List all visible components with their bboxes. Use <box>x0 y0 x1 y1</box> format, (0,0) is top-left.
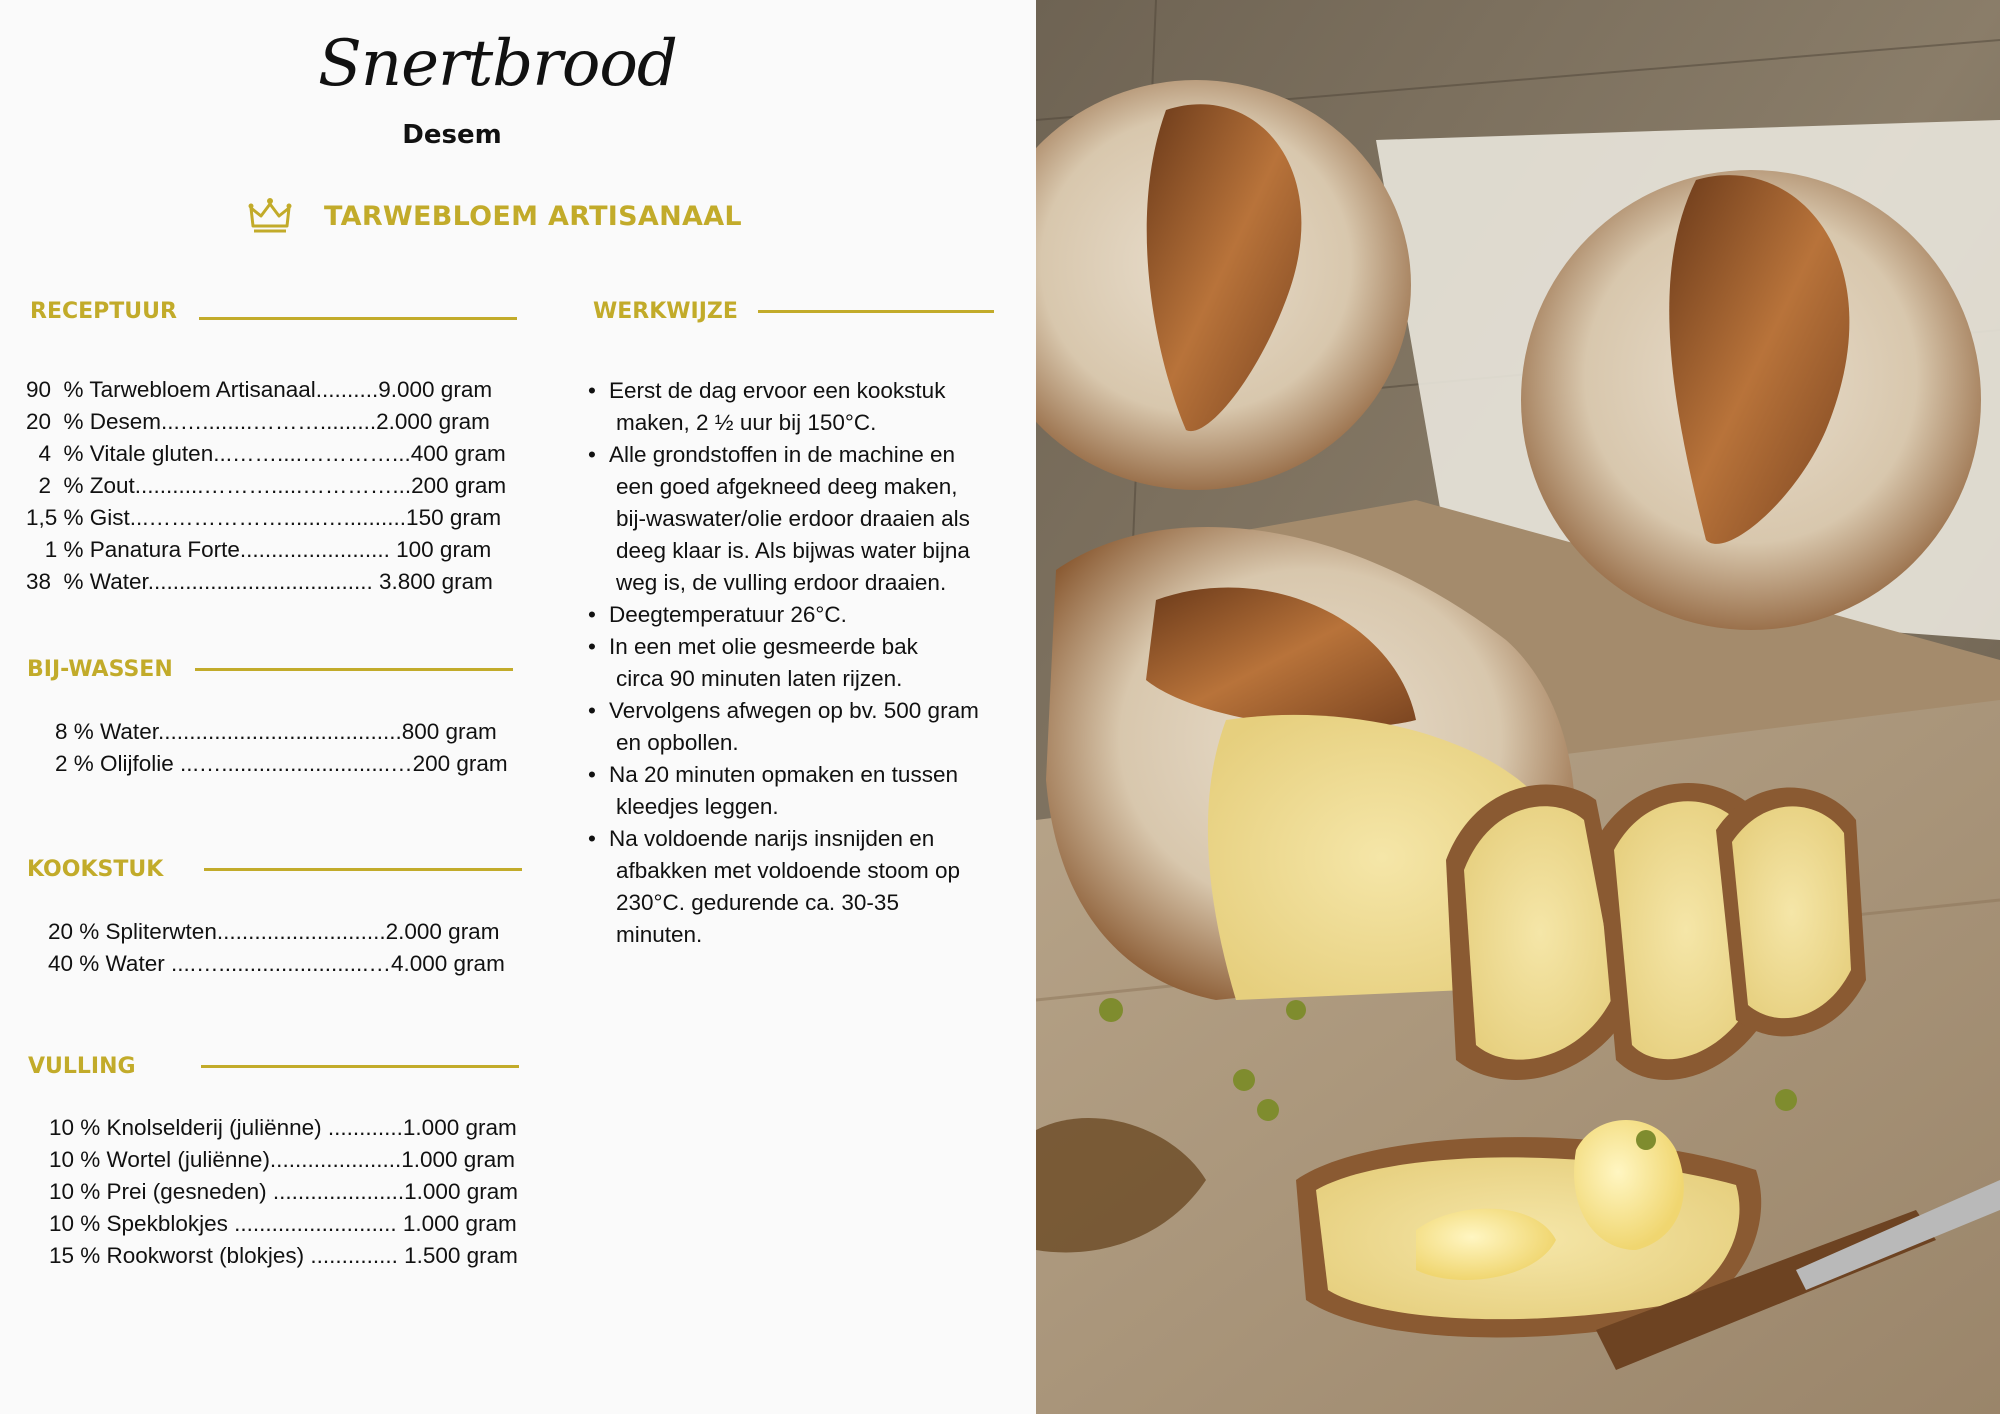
step-line: minuten. <box>616 922 703 947</box>
list-item: 90 % Tarwebloem Artisanaal..........9.000 gram <box>26 377 493 402</box>
step-line: Alle grondstoffen in de machine en <box>609 442 956 467</box>
step-line: weg is, de vulling erdoor draaien. <box>616 570 947 595</box>
step-line: In een met olie gesmeerde bak <box>609 634 918 659</box>
step-line: circa 90 minuten laten rijzen. <box>616 666 903 691</box>
step-item <box>588 695 1018 759</box>
heading-rule <box>195 668 513 671</box>
bullet: • <box>588 826 596 851</box>
heading-rule <box>201 1065 519 1068</box>
step-line: bij-waswater/olie erdoor draaien als <box>616 506 970 531</box>
recipe-title: Snertbrood <box>318 27 677 101</box>
list-item: 38 % Water.................................... 3.800 gram <box>26 569 493 594</box>
step-item <box>588 759 1018 823</box>
step-item <box>588 823 1018 951</box>
bread-photo <box>1036 0 2000 1414</box>
list-item: 4 % Vitale gluten...……....…………...400 gram <box>26 441 506 466</box>
receptuur-heading: RECEPTUUR <box>30 298 177 324</box>
step-item <box>588 599 1018 631</box>
list-item: 10 % Spekblokjes .......................... 1.000 gram <box>49 1211 517 1236</box>
bijwassen-list <box>55 716 508 780</box>
list-item: 40 % Water ....…........................…4.000 gram <box>48 951 505 976</box>
step-line: Deegtemperatuur 26°C. <box>609 602 847 627</box>
bullet: • <box>588 762 596 787</box>
step-line: een goed afgekneed deeg maken, <box>616 474 958 499</box>
section-heading-werkwijze <box>593 293 994 329</box>
list-item: 20 % Spliterwten...........................2.000 gram <box>48 919 500 944</box>
section-heading-bijwassen <box>27 651 513 687</box>
flour-line <box>248 193 742 239</box>
bullet: • <box>588 442 596 467</box>
step-line: en opbollen. <box>616 730 739 755</box>
kookstuk-heading: KOOKSTUK <box>27 856 164 882</box>
section-heading-vulling <box>28 1048 519 1084</box>
list-item: 10 % Wortel (juliënne).....................1.000 gram <box>49 1147 516 1172</box>
werkwijze-heading: WERKWIJZE <box>593 298 738 324</box>
list-item: 2 % Zout...........……….....…………...200 gram <box>26 473 507 498</box>
bullet: • <box>588 634 596 659</box>
section-heading-receptuur <box>30 293 517 329</box>
receptuur-list <box>26 374 506 598</box>
step-line: Na 20 minuten opmaken en tussen <box>609 762 958 787</box>
list-item: 10 % Prei (gesneden) .....................1.000 gram <box>49 1179 518 1204</box>
vulling-heading: VULLING <box>28 1053 136 1079</box>
vulling-list <box>49 1112 518 1272</box>
bullet: • <box>588 602 596 627</box>
step-line: maken, 2 ½ uur bij 150°C. <box>616 410 877 435</box>
heading-rule <box>199 317 517 320</box>
list-item: 8 % Water.......................................800 gram <box>55 719 497 744</box>
flour-name: TARWEBLOEM ARTISANAAL <box>324 200 742 232</box>
list-item: 20 % Desem...…........……….........2.000 gram <box>26 409 490 434</box>
list-item: 1,5 % Gist...………………......…..........150 gram <box>26 505 502 530</box>
step-line: 230°C. gedurende ca. 30-35 <box>616 890 899 915</box>
step-line: deeg klaar is. Als bijwas water bijna <box>616 538 970 563</box>
bread-photo-image <box>1036 0 2000 1414</box>
step-line: Vervolgens afwegen op bv. 500 gram <box>609 698 979 723</box>
list-item: 15 % Rookworst (blokjes) .............. 1.500 gram <box>49 1243 518 1268</box>
step-line: kleedjes leggen. <box>616 794 779 819</box>
step-line: Eerst de dag ervoor een kookstuk <box>609 378 946 403</box>
method-steps <box>588 375 1018 951</box>
crown-icon <box>248 196 292 236</box>
kookstuk-list <box>48 916 505 980</box>
step-item <box>588 439 1018 599</box>
heading-rule <box>758 310 994 313</box>
bullet: • <box>588 378 596 403</box>
heading-rule <box>204 868 522 871</box>
step-line: Na voldoende narijs insnijden en <box>609 826 935 851</box>
recipe-subtitle: Desem <box>402 120 502 150</box>
section-heading-kookstuk <box>27 851 522 887</box>
bijwassen-heading: BIJ-WASSEN <box>27 656 173 682</box>
step-item <box>588 375 1018 439</box>
step-line: afbakken met voldoende stoom op <box>616 858 960 883</box>
list-item: 1 % Panatura Forte........................ 100 gram <box>26 537 492 562</box>
bullet: • <box>588 698 596 723</box>
list-item: 10 % Knolselderij (juliënne) ............1.000 gram <box>49 1115 517 1140</box>
list-item: 2 % Olijfolie ...…...........................…200 gram <box>55 751 508 776</box>
step-item <box>588 631 1018 695</box>
